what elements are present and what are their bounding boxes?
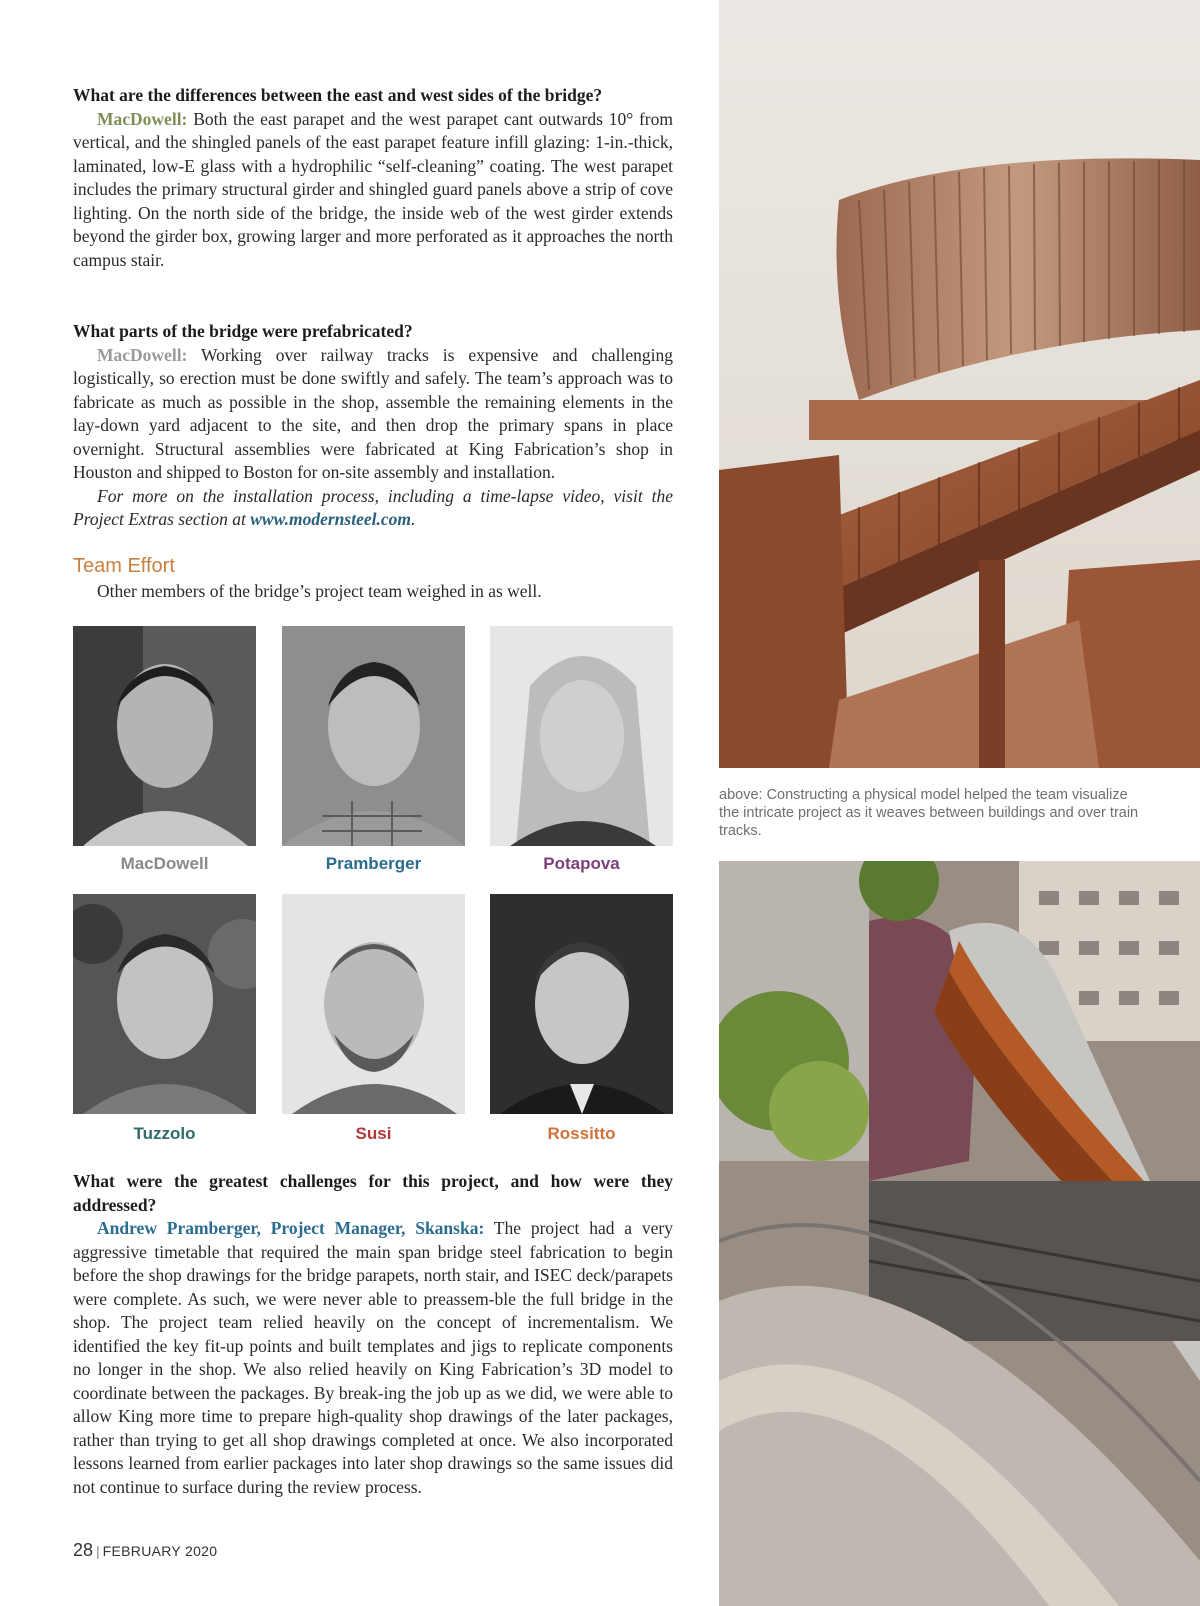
answer-paragraph bbox=[73, 344, 673, 485]
portrait-rossitto bbox=[490, 894, 673, 1114]
answer-text: Both the east parapet and the west parapet cant outwards 10° from vertical, and the shingled panels of the east parapet feature infill glazing: 1-in.-thick, laminated, low-E glass with a hydrophilic “self-cleaning” coating. The west parapet includes the primary structural girder and shingled guard panels above a strip of cove lighting. On the north side of the bridge, the inside web of the west girder extends beyond the girder box, growing larger and more perforated as it approaches the north campus stair. bbox=[73, 108, 673, 270]
portrait-macdowell bbox=[73, 626, 256, 846]
team-effort-section bbox=[73, 554, 673, 604]
speaker-label: MacDowell: bbox=[97, 344, 188, 365]
name-label: Potapova bbox=[543, 854, 620, 873]
page-footer bbox=[73, 1540, 217, 1561]
name-label: Rossitto bbox=[547, 1124, 616, 1143]
section-intro: Other members of the bridge’s project team weighed in as well. bbox=[97, 581, 542, 601]
issue-date: FEBRUARY 2020 bbox=[102, 1543, 218, 1559]
question-heading: What parts of the bridge were prefabricated? bbox=[73, 321, 413, 341]
answer-text: Working over railway tracks is expensive and challenging logistically, so erection must be done swiftly and safely. The team’s approach was to fabricate as much as possible in the shop, assemble the remaining elements in the lay-down yard adjacent to the site, and then drop the primary spans in place overnight. Structural assemblies were fabricated at King Fabrication’s shop in Houston and shipped to Boston for on-site assembly and installation. bbox=[73, 344, 673, 482]
qa-block-prefabricated bbox=[73, 320, 673, 532]
portrait-tuzzolo bbox=[73, 894, 256, 1114]
question-heading: What were the greatest challenges for this project, and how were they addressed? bbox=[73, 1171, 673, 1215]
bridge-model-photo bbox=[719, 0, 1200, 768]
portrait-potapova bbox=[490, 626, 673, 846]
name-label: Pramberger bbox=[325, 854, 422, 873]
qa-block-challenges bbox=[73, 1170, 673, 1499]
project-extras-note: For more on the installation process, including a time-lapse video, visit the Project Extras section at www.modernsteel.com. bbox=[73, 485, 673, 529]
name-label: MacDowell bbox=[120, 854, 209, 873]
modernsteel-link[interactable]: www.modernsteel.com bbox=[250, 509, 411, 529]
answer-text: The project had a very aggressive timetable that required the main span bridge steel fabrication to begin before the shop drawings for the bridge parapets, north stair, and ISEC deck/parapets were complete. As such, we were never able to preassem-ble the full bridge in the shop. The project team relied heavily on the concept of incrementalism. We identified the key fit-up points and built templates and jigs to replicate components no longer in the shop. We also relied heavily on King Fabrication’s 3D model to coordinate between the packages. By break-ing the job up as we did, we were able to allow King more time to prepare high-quality shop drawings of the later packages, rather than trying to get all shop drawings completed at once. We also incorporated lessons learned from earlier packages into later shop drawings so the same issues did not continue to surface during the review process. bbox=[73, 1218, 673, 1497]
speaker-label: Andrew Pramberger, Project Manager, Skanska: bbox=[97, 1218, 485, 1238]
footer-separator: | bbox=[96, 1543, 100, 1559]
section-heading: Team Effort bbox=[73, 555, 175, 577]
speaker-label: MacDowell: bbox=[97, 108, 188, 129]
image-caption: above: Constructing a physical model helped the team visualize the intricate project as it weaves between buildings and over train tracks. bbox=[719, 787, 1139, 839]
portrait-susi bbox=[282, 894, 465, 1114]
question-heading: What are the differences between the east and west sides of the bridge? bbox=[73, 85, 603, 105]
page-number: 28 bbox=[73, 1540, 94, 1560]
name-label: Tuzzolo bbox=[133, 1124, 196, 1143]
name-label: Susi bbox=[355, 1124, 392, 1143]
answer-paragraph bbox=[73, 108, 673, 273]
portrait-pramberger bbox=[282, 626, 465, 846]
answer-paragraph bbox=[73, 1217, 673, 1499]
bridge-aerial-photo bbox=[719, 861, 1200, 1606]
qa-block-differences bbox=[73, 84, 673, 272]
